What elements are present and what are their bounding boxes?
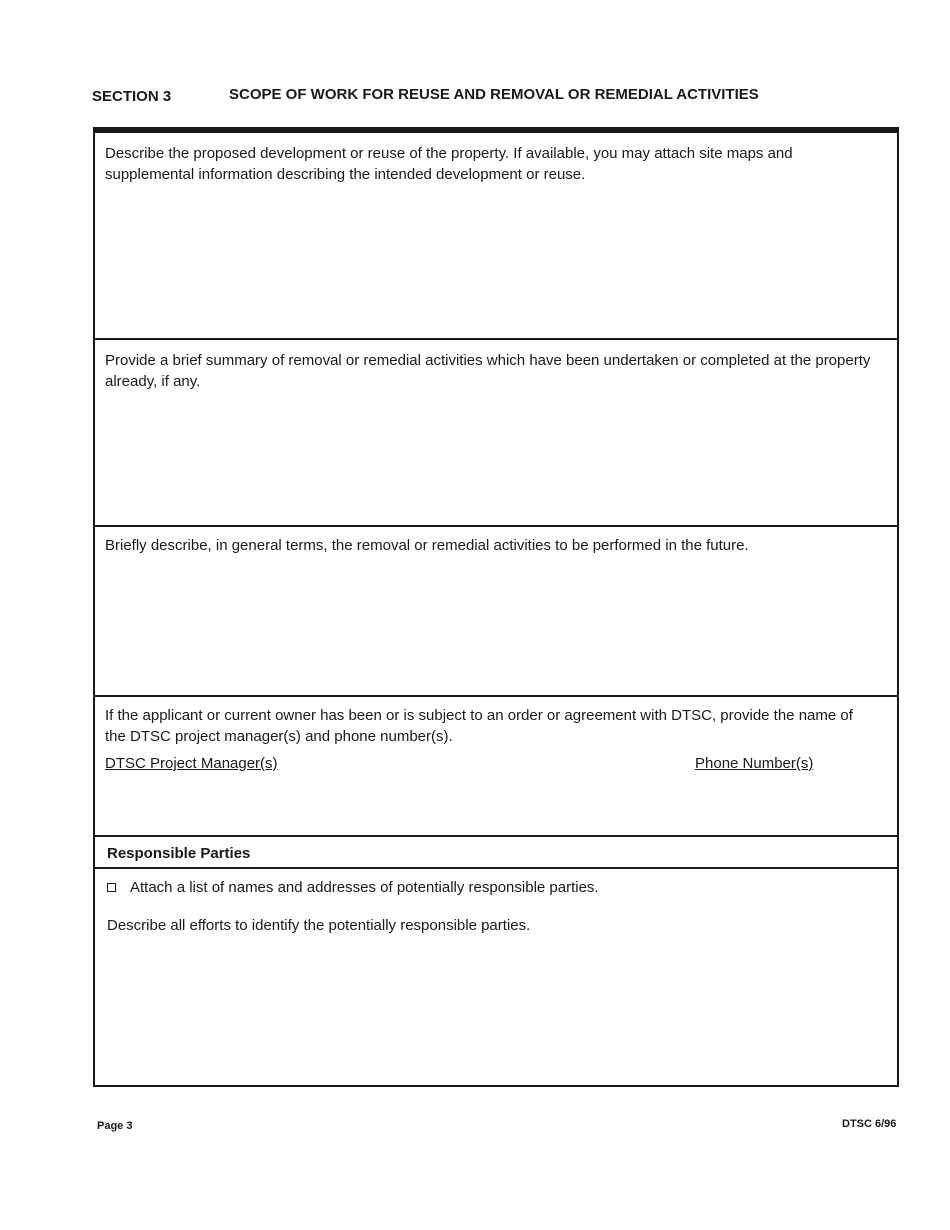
attach-list-checkbox[interactable] xyxy=(107,883,116,892)
future-activities-prompt: Briefly describe, in general terms, the removal or remedial activities to be performed in the future. xyxy=(105,537,749,554)
dtsc-order-row[interactable] xyxy=(95,697,897,837)
form-id: DTSC 6/96 xyxy=(842,1118,897,1130)
describe-efforts-prompt: Describe all efforts to identify the potentially responsible parties. xyxy=(107,917,531,934)
future-activities-row[interactable] xyxy=(95,527,897,697)
attach-list-label: Attach a list of names and addresses of potentially responsible parties. xyxy=(130,879,599,896)
section-title: SCOPE OF WORK FOR REUSE AND REMOVAL OR REMEDIAL ACTIVITIES xyxy=(229,86,759,103)
phone-number-label: Phone Number(s) xyxy=(695,755,814,772)
attach-list-line[interactable] xyxy=(107,879,599,896)
responsible-parties-title: Responsible Parties xyxy=(107,845,251,862)
form-box xyxy=(93,127,899,1087)
past-activities-row[interactable] xyxy=(95,340,897,527)
development-row[interactable] xyxy=(95,133,897,340)
development-prompt: Describe the proposed development or reuse of the property. If available, you may attach site maps and supplemental information describing the intended development or reuse. xyxy=(105,145,793,183)
project-manager-label: DTSC Project Manager(s) xyxy=(105,755,278,772)
past-activities-prompt: Provide a brief summary of removal or remedial activities which have been undertaken or completed at the property already, if any. xyxy=(105,352,871,390)
page-number: Page 3 xyxy=(97,1120,133,1132)
responsible-parties-header-row xyxy=(95,837,897,869)
dtsc-order-prompt: If the applicant or current owner has been or is subject to an order or agreement with DTSC, provide the name of the DTSC project manager(s) and phone number(s). xyxy=(105,707,853,745)
responsible-parties-row[interactable] xyxy=(95,869,897,1087)
section-number: SECTION 3 xyxy=(92,88,172,105)
